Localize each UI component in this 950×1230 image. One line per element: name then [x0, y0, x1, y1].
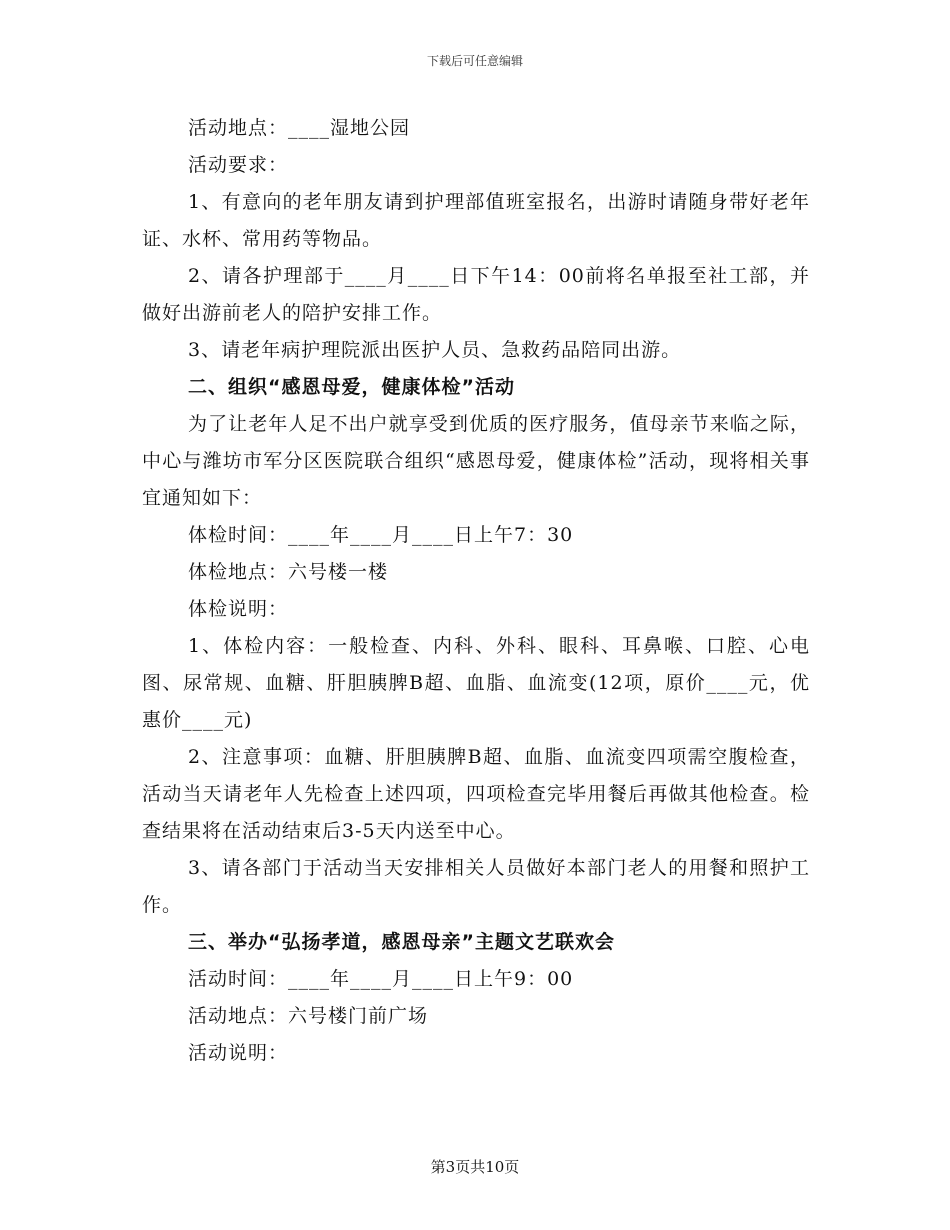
document-body — [142, 110, 810, 1072]
paragraph-checkup-location: 体检地点：六号楼一楼 — [188, 561, 389, 583]
section-heading-3: 三、举办“弘扬孝道，感恩母亲”主题文艺联欢会 — [188, 931, 615, 953]
paragraph-requirement-2: 2、请各护理部于____月____日下午14：00前将名单报至社工部，并做好出游前老人的陪护安排工作。 — [142, 265, 810, 324]
paragraph-checkup-intro: 为了让老年人足不出户就享受到优质的医疗服务，值母亲节来临之际，中心与潍坊市军分区医院联合组织“感恩母爱，健康体检”活动，现将相关事宜通知如下： — [142, 413, 810, 509]
paragraph-location: 活动地点：____湿地公园 — [188, 117, 411, 139]
paragraph-checkup-arrangements: 3、请各部门于活动当天安排相关人员做好本部门老人的用餐和照护工作。 — [142, 857, 810, 916]
section-heading-2: 二、组织“感恩母爱，健康体检”活动 — [188, 376, 515, 398]
paragraph-checkup-precautions: 2、注意事项：血糖、肝胆胰脾B超、血脂、血流变四项需空腹检查，活动当天请老年人先检查上述四项，四项检查完毕用餐后再做其他检查。检查结果将在活动结束后3-5天内送至中心。 — [142, 746, 810, 842]
page-header: 下载后可任意编辑 — [426, 54, 523, 68]
paragraph-requirement-3: 3、请老年病护理院派出医护人员、急救药品陪同出游。 — [188, 339, 682, 361]
paragraph-checkup-notes-label: 体检说明： — [188, 598, 289, 620]
paragraph-event-time: 活动时间：____年____月____日上午9：00 — [188, 968, 574, 990]
paragraph-event-notes-label: 活动说明： — [188, 1042, 289, 1064]
paragraph-requirements-label: 活动要求： — [188, 154, 289, 176]
paragraph-event-location: 活动地点：六号楼门前广场 — [188, 1005, 429, 1027]
paragraph-requirement-1: 1、有意向的老年朋友请到护理部值班室报名，出游时请随身带好老年证、水杯、常用药等物品。 — [142, 191, 810, 250]
paragraph-checkup-time: 体检时间：____年____月____日上午7：30 — [188, 524, 574, 546]
page-footer: 第3页共10页 — [430, 1158, 520, 1176]
paragraph-checkup-content: 1、体检内容：一般检查、内科、外科、眼科、耳鼻喉、口腔、心电图、尿常规、血糖、肝胆胰脾B超、血脂、血流变(12项，原价____元，优惠价____元) — [142, 635, 810, 731]
